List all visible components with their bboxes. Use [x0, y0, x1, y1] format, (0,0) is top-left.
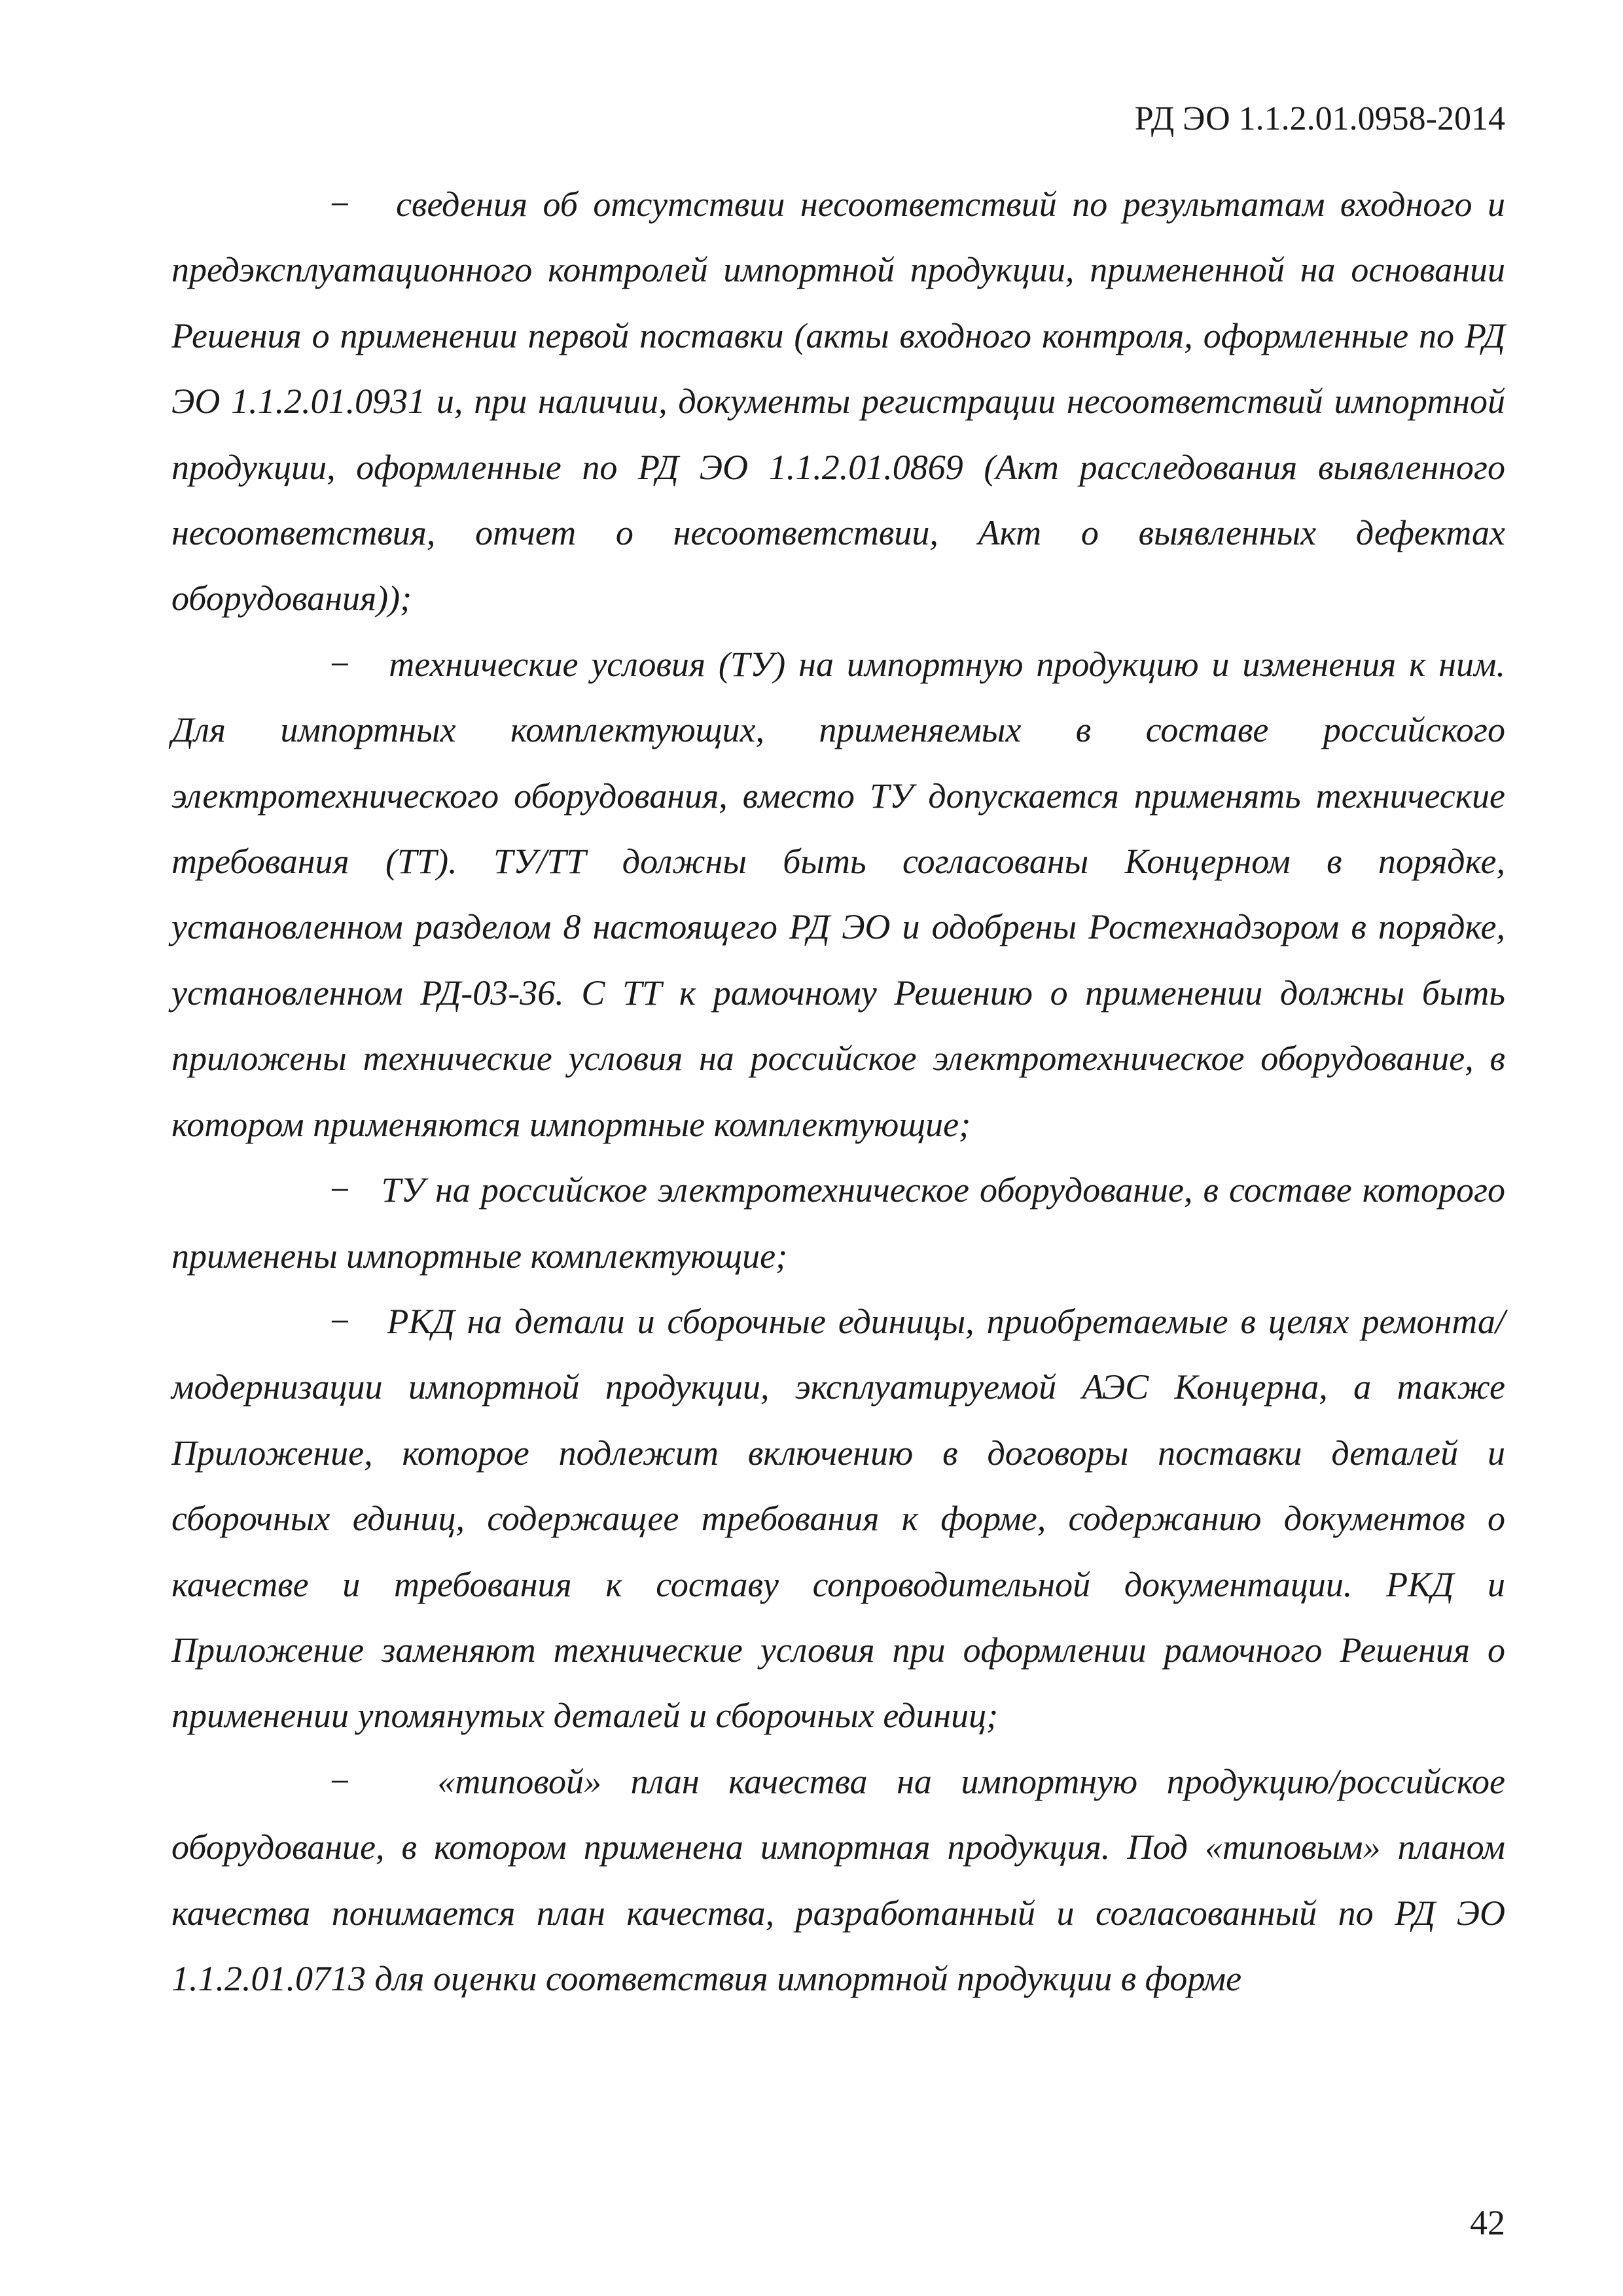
dash-marker: −: [330, 1301, 350, 1341]
document-code-header: РД ЭО 1.1.2.01.0958-2014: [1134, 100, 1505, 137]
document-body: [171, 171, 1505, 2011]
list-item-text: РКД на детали и сборочные единицы, приобретаемые в целях ремонта/модернизации импортной продукции, эксплуатируемой АЭС Концерна, а также Приложение, которое подлежит включению в договоры поставки деталей и сборочных единиц, содержащее требования к форме, содержанию документов о качестве и требования к составу сопроводительной документации. РКД и Приложение заменяют технические условия при оформлении рамочного Решения о применении упомянутых деталей и сборочных единиц;: [171, 1301, 1505, 1736]
page-number: 42: [1470, 2203, 1505, 2242]
dash-marker: −: [330, 1761, 350, 1801]
dash-marker: −: [330, 185, 350, 224]
list-item-typical-quality-plan: [171, 1749, 1505, 2012]
list-item-text: технические условия (ТУ) на импортную продукцию и изменения к ним. Для импортных комплектующих, применяемых в составе российского электротехнического оборудования, вместо ТУ допускается применять технические требования (ТТ). ТУ/ТТ должны быть согласованы Концерном в порядке, установленном разделом 8 настоящего РД ЭО и одобрены Ростехнадзором в порядке, установленном РД-03-36. С ТТ к рамочному Решению о применении должны быть приложены технические условия на российское электротехническое оборудование, в котором применяются импортные комплектующие;: [171, 644, 1506, 1144]
list-item-imported-product-nonconformity-info: [171, 171, 1505, 632]
list-item-text: ТУ на российское электротехническое оборудование, в составе которого применены импортные комплектующие;: [171, 1170, 1506, 1276]
dash-marker: −: [330, 1170, 350, 1210]
list-item-text: сведения об отсутствии несоответствий по результатам входного и предэксплуатационного контролей импортной продукции, примененной на основании Решения о применении первой поставки (акты входного контроля, оформленные по РД ЭО 1.1.2.01.0931 и, при наличии, документы регистрации несоответствий импортной продукции, оформленные по РД ЭО 1.1.2.01.0869 (Акт расследования выявленного несоответствия, отчет о несоответствии, Акт о выявленных дефектах оборудования));: [171, 185, 1505, 619]
dash-marker: −: [330, 644, 350, 684]
list-item-tu-russian-equipment: [171, 1157, 1505, 1289]
list-item-rkd-parts: [171, 1289, 1505, 1749]
list-item-text: «типовой» план качества на импортную продукцию/российское оборудование, в котором применена импортная продукция. Под «типовым» планом качества понимается план качества, разработанный и согласованный по РД ЭО 1.1.2.01.0713 для оценки соответствия импортной продукции в форме: [171, 1761, 1505, 1998]
list-item-technical-conditions: [171, 632, 1505, 1157]
